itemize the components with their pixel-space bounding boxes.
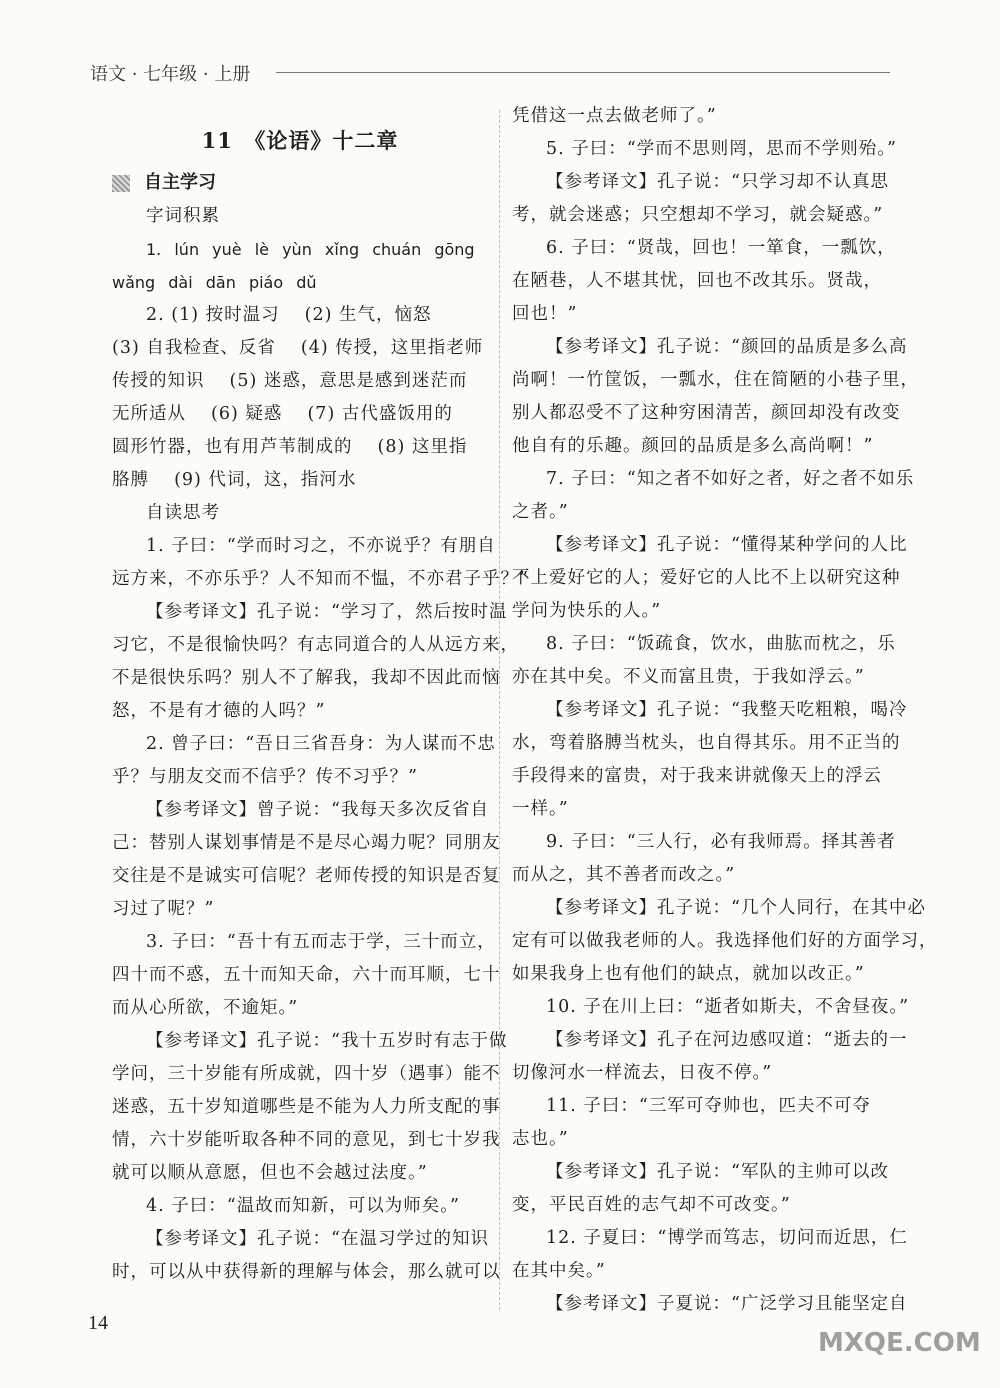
text-line: 亦在其中矣。不义而富且贵，于我如浮云。” [512,667,865,687]
text-line: 【参考译文】孔子说：“我整天吃粗粮，喝冷 [546,700,908,720]
text-line: 变，平民百姓的志气却不可改变。” [512,1195,791,1215]
text-line: 圆形竹器，也有用芦苇制成的 (8) 这里指 [112,437,468,457]
text-line: 学问，三十岁能有所成就，四十岁（遇事）能不 [112,1064,501,1084]
page-number: 14 [88,1312,108,1334]
text-line: 【参考译文】孔子说：“懂得某种学问的人比 [546,535,908,555]
section-heading [112,166,488,200]
text-line: 无所适从 (6) 疑惑 (7) 古代盛饭用的 [112,404,453,424]
text-line: 【参考译文】孔子说：“在温习学过的知识 [146,1229,489,1249]
text-line: 11. 子曰：“三军可夺帅也，匹夫不可夺 [546,1096,871,1116]
text-line: 【参考译文】孔子说：“学习了，然后按时温 [146,602,508,622]
text-line: 12. 子夏曰：“博学而笃志，切问而近思，仁 [546,1228,908,1248]
page-header [90,60,890,90]
text-line: 在陋巷，人不堪其忧，回也不改其乐。贤哉， [512,271,882,291]
text-line: 而从心所欲，不逾矩。” [112,998,299,1018]
text-line: 在其中矣。” [512,1261,606,1281]
text-line: 手段得来的富贵，对于我来讲就像天上的浮云 [512,766,882,786]
text-line: 3. 子曰：“吾十有五而志于学，三十而立， [146,932,496,952]
text-line: wǎng dài dān piáo dǔ [112,273,317,292]
text-line: 不是很快乐吗？别人不了解我，我却不因此而恼 [112,668,501,688]
text-line: 一样。” [512,799,569,819]
text-line: 2. 曾子曰：“吾日三省吾身：为人谋而不忠 [146,734,496,754]
text-line: 如果我身上也有他们的缺点，就加以改正。” [512,964,865,984]
text-line: 字词积累 [146,206,220,226]
text-line: 怒，不是有才德的人吗？” [112,701,326,721]
text-line: 己：替别人谋划事情是不是尽心竭力呢？同朋友 [112,833,501,853]
text-line: 考，就会迷惑；只空想却不学习，就会疑惑。” [512,205,884,225]
text-line: 自读思考 [146,503,220,523]
text-line: 6. 子曰：“贤哉，回也！一箪食，一瓢饮， [546,238,896,258]
text-line: 【参考译文】孔子在河边感叹道：“逝去的一 [546,1030,908,1050]
text-line: 凭借这一点去做老师了。” [512,106,717,126]
text-line: 定有可以做我老师的人。我选择他们好的方面学习， [512,931,938,951]
text-line: 10. 子在川上曰：“逝者如斯夫，不舍昼夜。” [546,997,910,1017]
text-line: 【参考译文】曾子说：“我每天多次反省自 [146,800,489,820]
text-line: 切像河水一样流去，日夜不停。” [512,1063,773,1083]
text-line: 5. 子曰：“学而不思则罔，思而不学则殆。” [546,139,897,159]
text-line: 之者。” [512,502,569,522]
text-line: 9. 子曰：“三人行，必有我师焉。择其善者 [546,832,896,852]
text-line: 【参考译文】孔子说：“几个人同行，在其中必 [546,898,926,918]
text-line: 2. (1) 按时温习 (2) 生气，恼怒 [146,305,432,325]
text-line: 胳膊 (9) 代词，这，指河水 [112,470,357,490]
lesson-title: 11 《论语》十二章 [201,128,399,153]
text-line: 学问为快乐的人。” [512,601,662,621]
section-heading-label: 自主学习 [144,172,216,193]
text-line: 【参考译文】孔子说：“颜回的品质是多么高 [546,337,908,357]
text-line: 就可以顺从意愿，但也不会越过法度。” [112,1163,428,1183]
text-line: 【参考译文】孔子说：“我十五岁时有志于做 [146,1031,508,1051]
text-line: 志也。” [512,1129,569,1149]
header-title: 语文 · 七年级 · 上册 [90,64,251,85]
text-line: 回也！” [512,304,578,324]
text-line: 水，弯着胳膊当枕头，也自得其乐。用不正当的 [512,733,901,753]
text-line: 习过了呢？” [112,899,215,919]
text-line: 迷惑，五十岁知道哪些是不能为人力所支配的事 [112,1097,501,1117]
watermark: MXQE.COM [818,1328,981,1358]
text-line: 【参考译文】孔子说：“只学习却不认真思 [546,172,889,192]
text-line: 不上爱好它的人；爱好它的人比不上以研究这种 [512,568,901,588]
text-line: 1. 子曰：“学而时习之，不亦说乎？有朋自 [146,536,496,556]
text-line: 远方来，不亦乐乎？人不知而不愠，不亦君子乎？” [112,569,529,589]
text-line: 习它，不是很愉快吗？有志同道合的人从远方来， [112,635,519,655]
text-line: (3) 自我检查、反省 (4) 传授，这里指老师 [112,338,484,358]
text-line: 情，六十岁能听取各种不同的意见，到七十岁我 [112,1130,501,1150]
left-column [112,96,529,1289]
header-rule [276,72,890,73]
text-line: 他自有的乐趣。颜回的品质是多么高尚啊！” [512,436,874,456]
column-divider [499,110,500,1310]
text-line: 1. lún yuè lè yùn xǐng chuán gōng [146,240,475,259]
text-line: 传授的知识 (5) 迷惑，意思是感到迷茫而 [112,371,468,391]
text-line: 【参考译文】子夏说：“广泛学习且能坚定自 [546,1294,908,1314]
text-line: 别人都忍受不了这种穷困清苦，颜回却没有改变 [512,403,901,423]
text-line: 8. 子曰：“饭疏食，饮水，曲肱而枕之，乐 [546,634,896,654]
text-line: 交往是不是诚实可信呢？老师传授的知识是否复 [112,866,501,886]
text-line: 【参考译文】孔子说：“军队的主帅可以改 [546,1162,889,1182]
text-line: 时，可以从中获得新的理解与体会，那么就可以 [112,1262,501,1282]
text-line: 而从之，其不善者而改之。” [512,865,736,885]
text-line: 乎？与朋友交而不信乎？传不习乎？” [112,767,418,787]
section-marker-icon [112,175,130,192]
text-line: 四十而不惑，五十而知天命，六十而耳顺，七十 [112,965,501,985]
text-line: 尚啊！一竹筐饭，一瓢水，住在简陋的小巷子里， [512,370,919,390]
text-line: 7. 子曰：“知之者不如好之者，好之者不如乐 [546,469,915,489]
text-line: 4. 子曰：“温故而知新，可以为师矣。” [146,1196,460,1216]
right-column [512,100,938,1321]
